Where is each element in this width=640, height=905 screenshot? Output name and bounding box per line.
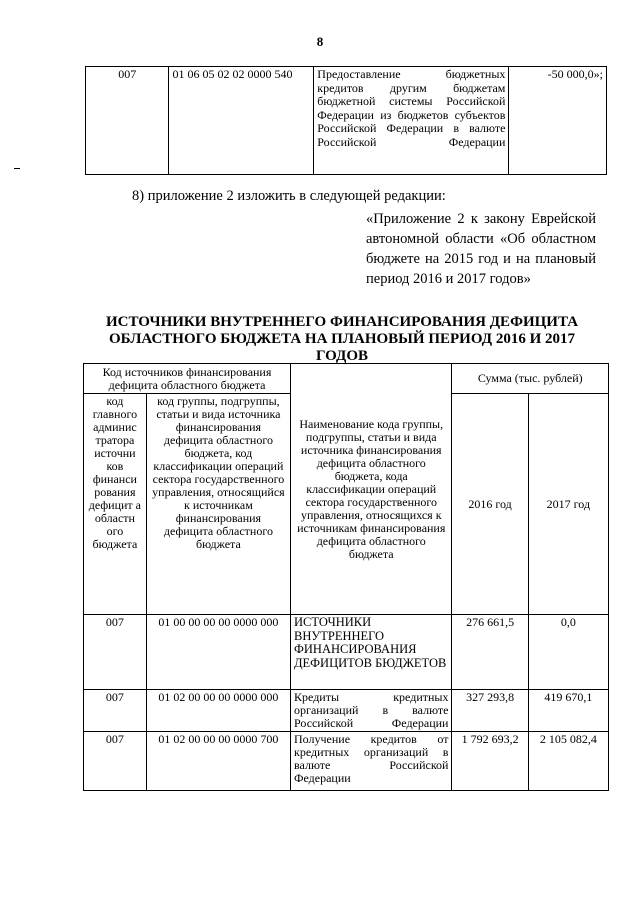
admin-code-cell: 007 <box>84 615 147 690</box>
header-codes-group: Код источников финансирования дефицита областного бюджета <box>84 364 291 394</box>
name-cell: ИСТОЧНИКИ ВНУТРЕННЕГО ФИНАНСИРОВАНИЯ ДЕФИЦИТОВ БЮДЖЕТОВ <box>291 615 452 690</box>
amendment-point: 8) приложение 2 изложить в следующей редакции: <box>132 188 446 204</box>
admin-code-cell: 007 <box>86 67 169 175</box>
appendix-reference: «Приложение 2 к закону Еврейской автономной области «Об областном бюджете на 2015 год и на плановый период 2016 и 2017 годов» <box>366 211 596 287</box>
amount-cell: -50 000,0»; <box>509 67 607 175</box>
amount-2016-cell: 1 792 693,2 <box>452 732 528 791</box>
table-row <box>84 690 609 732</box>
admin-code-cell: 007 <box>84 732 147 791</box>
table-row <box>86 67 607 175</box>
kbk-cell: 01 02 00 00 00 0000 700 <box>146 732 290 791</box>
amount-2017-cell: 0,0 <box>528 615 608 690</box>
header-group: код группы, подгруппы, статьи и вида источника финансирования дефицита областного бюджета, код классификации операций сектора государственного управления, относящийся к источникам финансирования дефицита областного бюджета <box>146 394 290 615</box>
header-2016: 2016 год <box>452 394 528 615</box>
continued-table <box>85 66 607 175</box>
kbk-cell: 01 00 00 00 00 0000 000 <box>146 615 290 690</box>
table-row <box>84 732 609 791</box>
amount-2017-cell: 2 105 082,4 <box>528 732 608 791</box>
header-admin: код главного админис тратора источни ков финанси рования дефицит а областн ого бюджета <box>84 394 147 615</box>
page-number: 8 <box>316 34 324 49</box>
header-name: Наименование кода группы, подгруппы, статьи и вида источника финансирования дефицита областного бюджета, кода классификации операций сектора государственного управления, относящихся к источникам финансирования дефицита областного бюджета <box>291 364 452 615</box>
table-row <box>84 615 609 690</box>
kbk-cell: 01 06 05 02 02 0000 540 <box>169 67 314 175</box>
sources-table <box>83 363 609 791</box>
admin-code-cell: 007 <box>84 690 147 732</box>
header-2017: 2017 год <box>528 394 608 615</box>
amount-2017-cell: 419 670,1 <box>528 690 608 732</box>
amount-2016-cell: 276 661,5 <box>452 615 528 690</box>
name-cell: Получение кредитов от кредитных организаций в валюте Российской Федерации <box>291 732 452 791</box>
amount-2016-cell: 327 293,8 <box>452 690 528 732</box>
section-title: ИСТОЧНИКИ ВНУТРЕННЕГО ФИНАНСИРОВАНИЯ ДЕФИЦИТА ОБЛАСТНОГО БЮДЖЕТА НА ПЛАНОВЫЙ ПЕРИОД 2016 И 2017 ГОДОВ <box>105 314 579 364</box>
name-cell: Кредиты кредитных организаций в валюте Российской Федерации <box>291 690 452 732</box>
name-cell: Предоставление бюджетных кредитов другим бюджетам бюджетной системы Российской Федерации из бюджетов субъектов Российской Федерации в валюте Российской Федерации <box>314 67 509 175</box>
margin-mark <box>14 168 20 169</box>
header-sum: Сумма (тыс. рублей) <box>452 364 609 394</box>
kbk-cell: 01 02 00 00 00 0000 000 <box>146 690 290 732</box>
header-row <box>84 364 609 394</box>
